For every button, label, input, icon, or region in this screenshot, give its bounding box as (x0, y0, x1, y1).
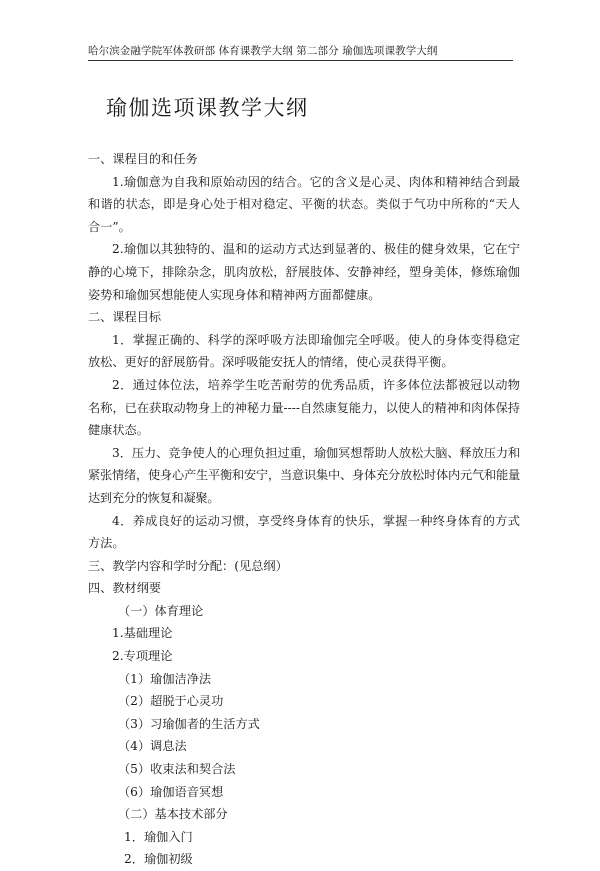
document-title: 瑜伽选项课教学大纲 (106, 96, 309, 120)
outline-item-basic-theory: 1.基础理论 (112, 626, 173, 641)
section-heading-goals: 二、课程目标 (88, 310, 162, 325)
outline-technique-item: 1．瑜伽入门 (124, 829, 193, 844)
paragraph-goal-4: 4．养成良好的运动习惯，享受终身体育的快乐，掌握一种终身体育的方式方法。 (88, 513, 520, 551)
outline-subitem: （1）瑜伽洁净法 (118, 671, 212, 686)
paragraph-goal-1: 1．掌握正确的、科学的深呼吸方法即瑜伽完全呼吸。使人的身体变得稳定放松、更好的舒展筋骨。深呼吸能安抚人的情绪，使心灵获得平衡。 (88, 332, 520, 370)
outline-subitem: （3）习瑜伽者的生活方式 (118, 716, 260, 731)
section-heading-outline: 四、教材纲要 (88, 581, 162, 596)
paragraph-purpose-1: 1.瑜伽意为自我和原始动因的结合。它的含义是心灵、肉体和精神结合到最和谐的状态，即是身心处于相对稳定、平衡的状态。类似于气功中所称的“天人合一”。 (88, 174, 520, 234)
outline-part-theory: （一）体育理论 (118, 603, 204, 618)
section-heading-purpose: 一、课程目的和任务 (88, 152, 198, 166)
outline-part-technique: （二）基本技术部分 (118, 807, 228, 822)
document-body (88, 148, 520, 871)
outline-subitem: （6）瑜伽语音冥想 (118, 784, 224, 799)
outline-subitem: （4）调息法 (118, 739, 187, 754)
page-header: 哈尔滨金融学院军体教研部 体育课教学大纲 第二部分 瑜伽选项课教学大纲 (88, 44, 513, 61)
outline-subitem: （5）收束法和契合法 (118, 762, 236, 777)
paragraph-goal-2: 2．通过体位法，培养学生吃苦耐劳的优秀品质，许多体位法都被冠以动物名称，已在获取动物身上的神秘力量----自然康复能力，以使人的精神和肉体保持健康状态。 (88, 377, 520, 438)
outline-subitem: （2）超脱于心灵功 (118, 694, 224, 709)
section-heading-content: 三、教学内容和学时分配：(见总纲） (88, 558, 288, 573)
outline-technique-item: 2．瑜伽初级 (124, 852, 193, 867)
paragraph-goal-3: 3．压力、竞争使人的心理负担过重，瑜伽冥想帮助人放松大脑、释放压力和紧张情绪，使身心产生平衡和安宁，当意识集中、身体充分放松时体内元气和能量达到充分的恢复和凝聚。 (88, 445, 520, 505)
paragraph-purpose-2: 2.瑜伽以其独特的、温和的运动方式达到显著的、极佳的健身效果，它在宁静的心境下，排除杂念，肌肉放松，舒展肢体、安静神经，塑身美体，修炼瑜伽姿势和瑜伽冥想能使人实现身体和精神两方面都健康。 (88, 242, 520, 302)
outline-item-special-theory: 2.专项理论 (112, 649, 173, 664)
